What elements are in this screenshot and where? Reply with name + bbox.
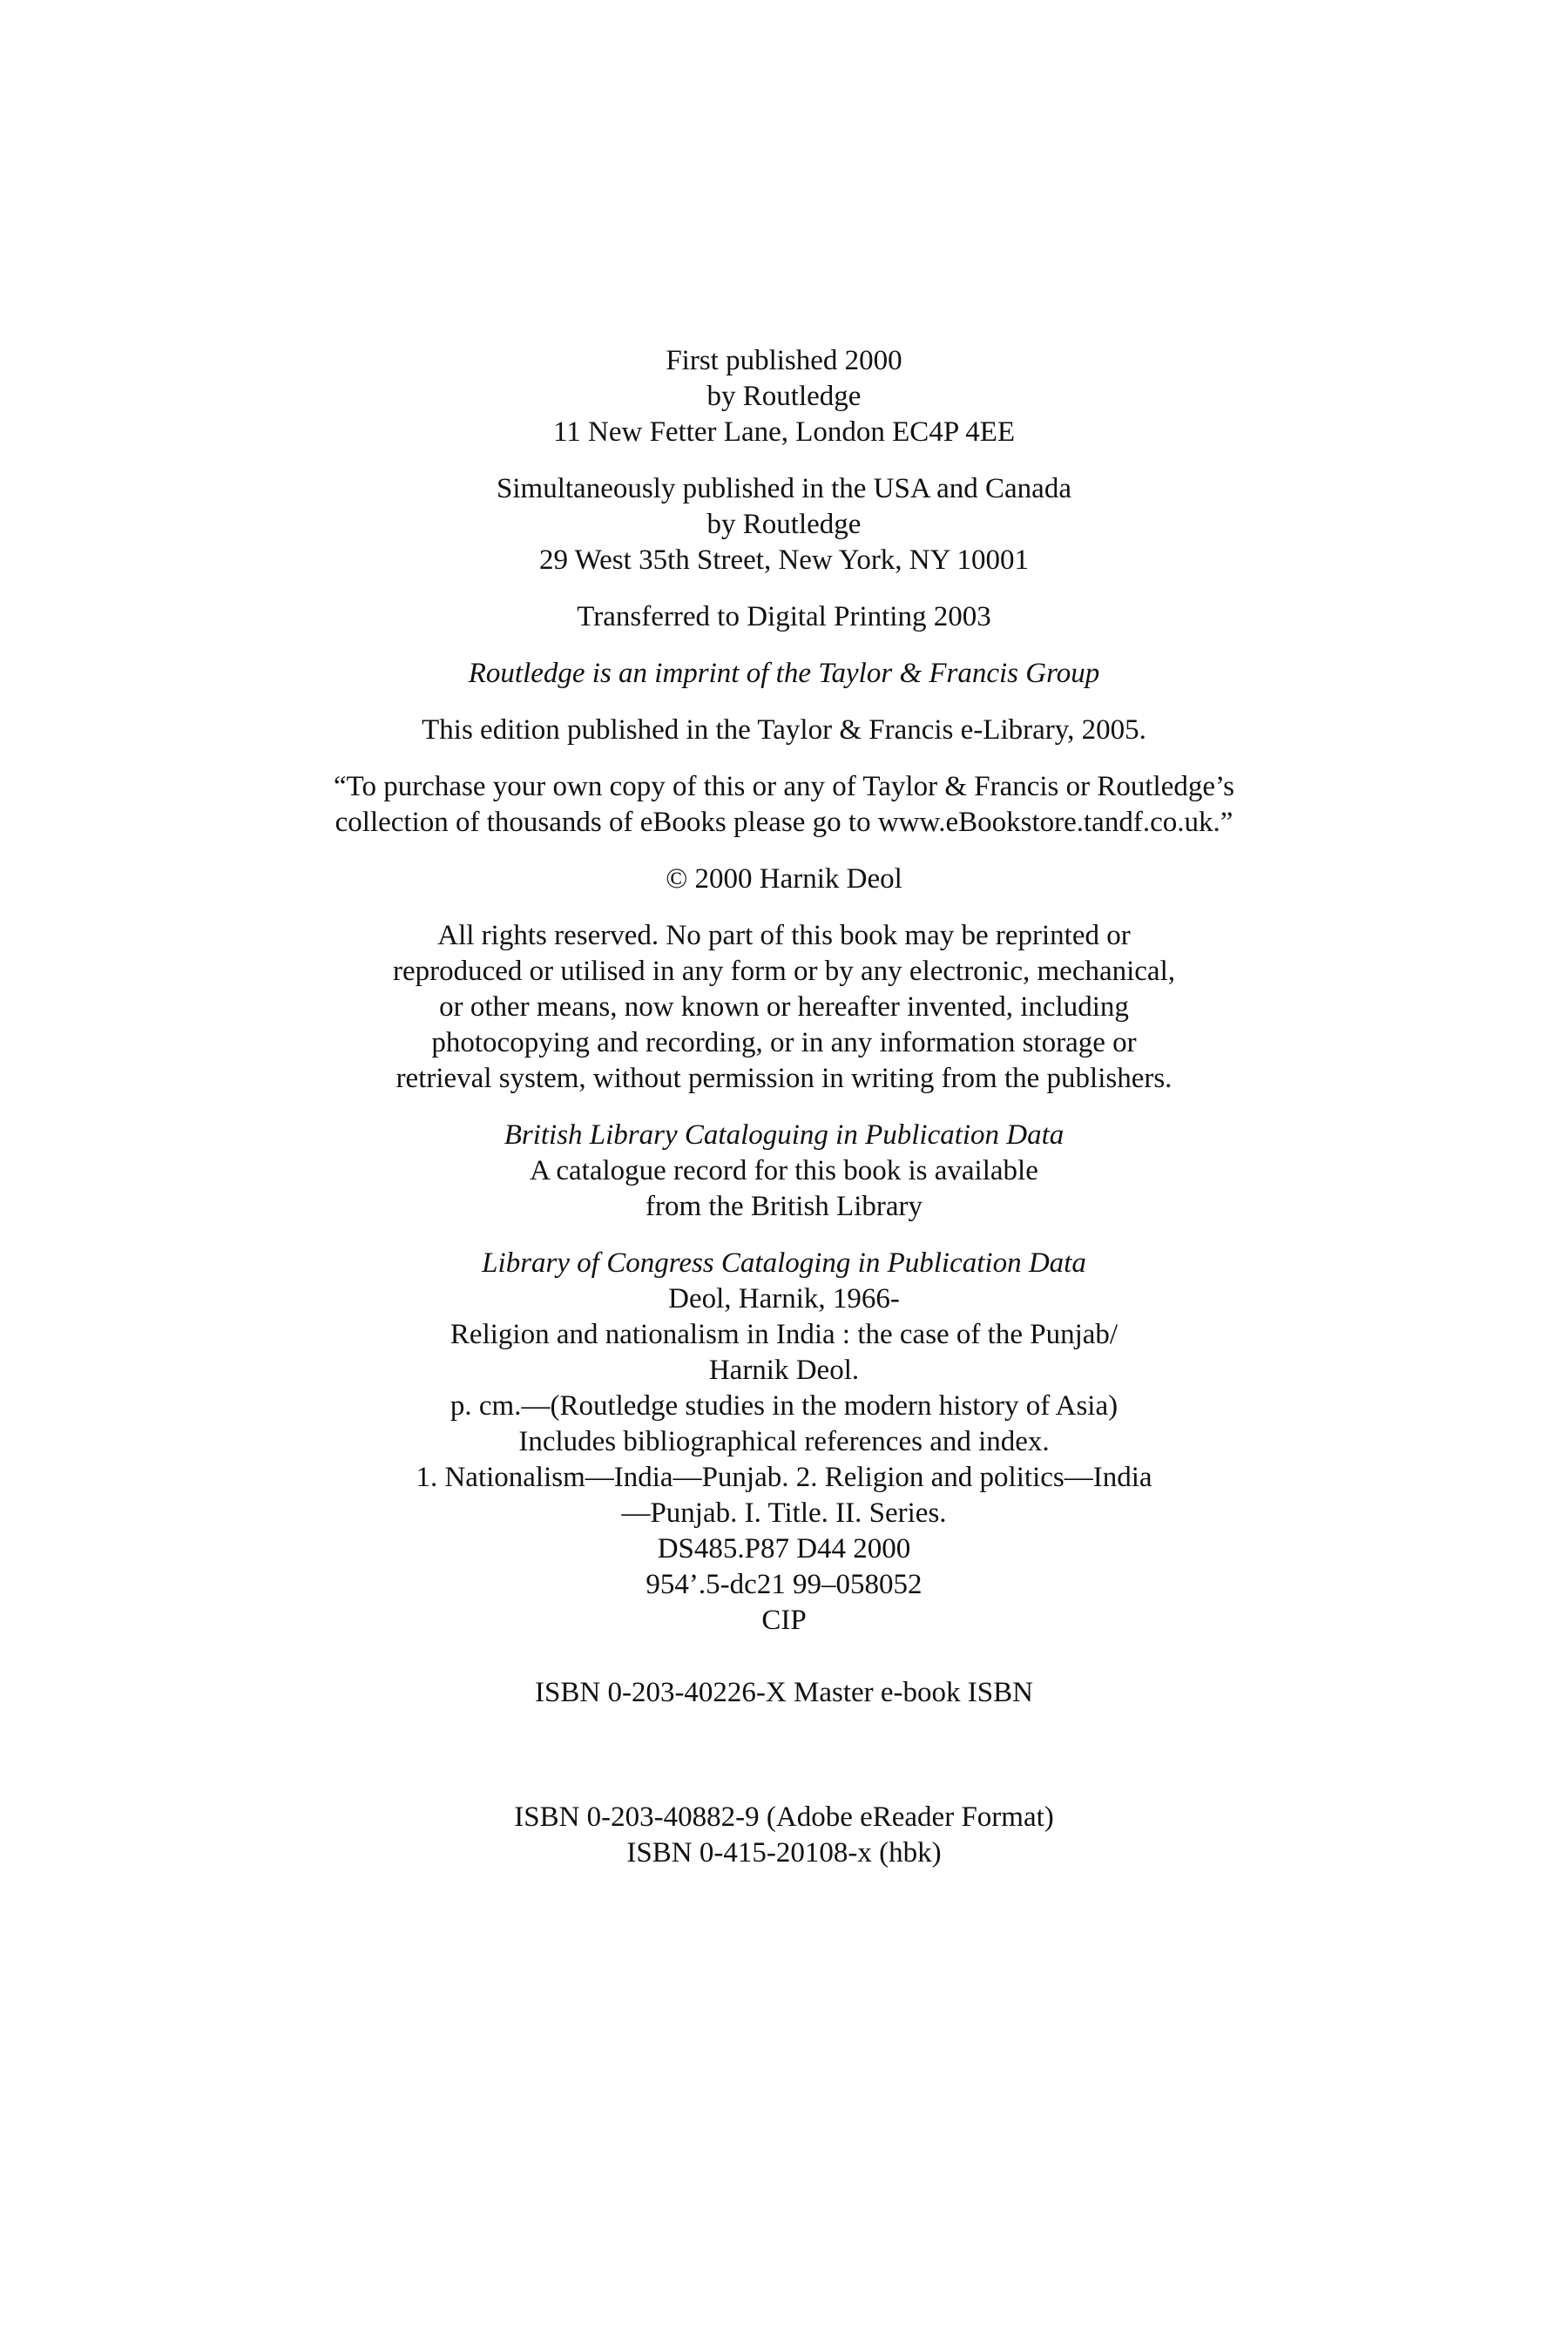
cip-line: p. cm.—(Routledge studies in the modern history of Asia) xyxy=(449,1390,1119,1422)
rights-line: All rights reserved. No part of this book may be reprinted or xyxy=(437,920,1131,951)
purchase-line: collection of thousands of eBooks please go to www.eBookstore.tandf.co.uk.” xyxy=(335,807,1233,838)
rights-statement xyxy=(157,918,1411,1097)
usa-canada-line: Simultaneously published in the USA and Canada xyxy=(497,473,1071,504)
rights-line: photocopying and recording, or in any information storage or xyxy=(431,1027,1137,1058)
edition-line: This edition published in the Taylor & Francis e-Library, 2005. xyxy=(422,714,1146,746)
cip-line: DS485.P87 D44 2000 xyxy=(657,1533,911,1565)
isbn-master-line: ISBN 0-203-40226-X Master e-book ISBN xyxy=(535,1677,1033,1708)
imprint-line: Routledge is an imprint of the Taylor & Francis Group xyxy=(468,658,1100,689)
usa-canada-line: by Routledge xyxy=(706,509,862,540)
library-of-congress-heading: Library of Congress Cataloging in Publication Data xyxy=(482,1247,1086,1279)
british-library-line: A catalogue record for this book is available xyxy=(530,1155,1038,1186)
isbn-list xyxy=(157,1800,1411,1871)
digital-printing-note xyxy=(157,599,1411,635)
publication-line: 11 New Fetter Lane, London EC4P 4EE xyxy=(552,416,1016,448)
isbn-master xyxy=(157,1675,1411,1711)
copyright-line: © 2000 Harnik Deol xyxy=(666,863,902,895)
british-library-line: from the British Library xyxy=(645,1191,923,1222)
imprint-note xyxy=(157,656,1411,692)
cip-line: —Punjab. I. Title. II. Series. xyxy=(621,1497,947,1529)
isbn-line: ISBN 0-203-40882-9 (Adobe eReader Format) xyxy=(514,1801,1054,1833)
isbn-line: ISBN 0-415-20108-x (hbk) xyxy=(626,1837,942,1869)
cip-line: Deol, Harnik, 1966- xyxy=(668,1283,900,1315)
british-library-data xyxy=(157,1118,1411,1225)
cip-line: 1. Nationalism—India—Punjab. 2. Religion and politics—India xyxy=(416,1462,1152,1493)
rights-line: retrieval system, without permission in writing from the publishers. xyxy=(395,1063,1173,1094)
cip-line: 954’.5-dc21 99–058052 xyxy=(645,1569,923,1600)
publication-line: First published 2000 xyxy=(666,345,902,376)
cip-line: Includes bibliographical references and index. xyxy=(518,1426,1050,1457)
copyright-block xyxy=(157,343,1411,1892)
purchase-line: “To purchase your own copy of this or any of Taylor & Francis or Routledge’s xyxy=(333,771,1235,802)
digital-printing-line: Transferred to Digital Printing 2003 xyxy=(577,601,991,632)
usa-canada-line: 29 West 35th Street, New York, NY 10001 xyxy=(539,544,1029,576)
publication-info xyxy=(157,343,1411,450)
cip-line: Harnik Deol. xyxy=(708,1355,860,1386)
british-library-heading: British Library Cataloguing in Publication Data xyxy=(504,1119,1064,1151)
copyright-notice xyxy=(157,862,1411,897)
purchase-note xyxy=(157,769,1411,841)
publication-line: by Routledge xyxy=(706,381,862,412)
edition-note xyxy=(157,713,1411,748)
cip-line: Religion and nationalism in India : the case of the Punjab/ xyxy=(449,1319,1119,1350)
library-of-congress-data xyxy=(157,1246,1411,1639)
rights-line: or other means, now known or hereafter invented, including xyxy=(439,991,1129,1023)
rights-line: reproduced or utilised in any form or by any electronic, mechanical, xyxy=(393,956,1175,987)
usa-canada-info xyxy=(157,471,1411,578)
cip-line: CIP xyxy=(761,1605,807,1636)
